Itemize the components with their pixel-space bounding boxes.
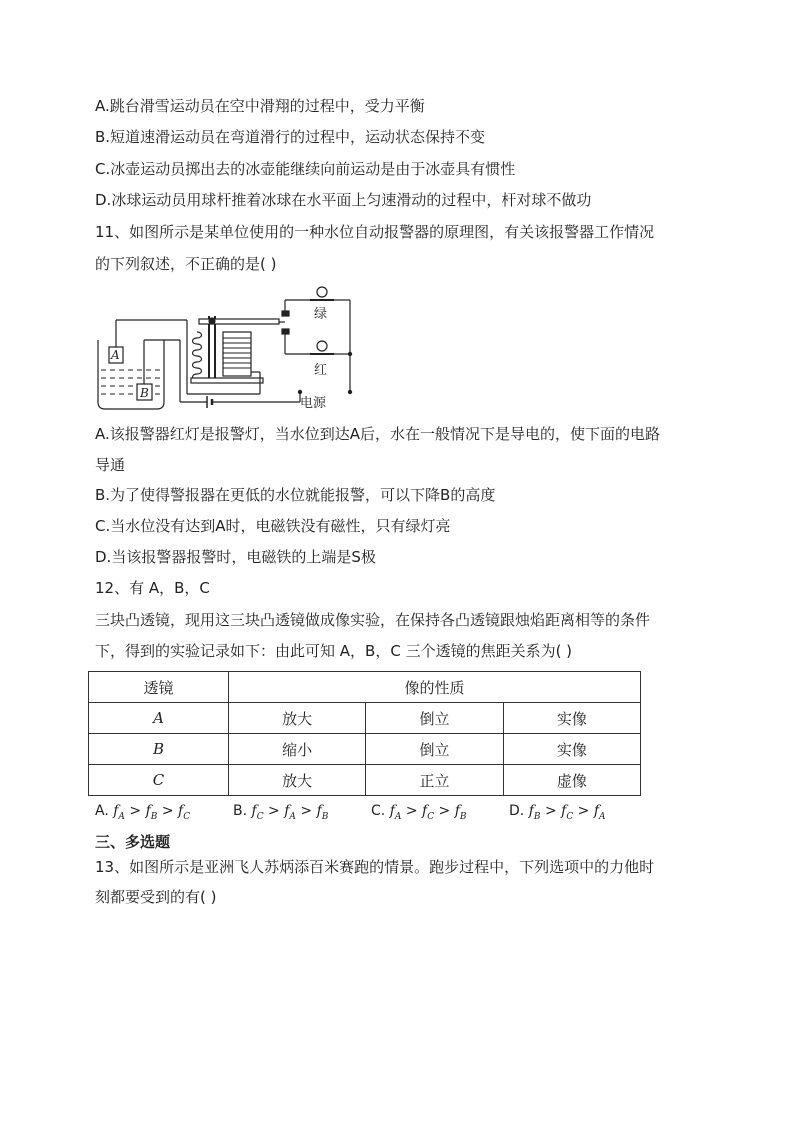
- section-heading: 三、多选题: [95, 833, 171, 851]
- q11-option-a: A.该报警器红灯是报警灯，当水位到达A后，水在一般情况下是导电的，使下面的电路: [95, 425, 661, 443]
- table-row: [89, 703, 641, 734]
- table-cell: 缩小: [229, 734, 366, 765]
- table-row: [89, 734, 641, 765]
- q10-option-d: D.冰球运动员用球杆推着冰球在水平面上匀速滑动的过程中，杆对球不做功: [95, 191, 592, 209]
- q12-option-b: B. $f_C > f_A > f_B$: [233, 803, 329, 822]
- table-cell: 虚像: [503, 765, 640, 796]
- q12-option-c: C. $f_A > f_C > f_B$: [371, 803, 467, 822]
- table-cell: 放大: [229, 765, 366, 796]
- green-lamp: [317, 287, 327, 297]
- q12-option-d: D. $f_B > f_C > f_A$: [509, 803, 606, 822]
- table-header-lens: 透镜: [89, 672, 229, 703]
- q11-option-c: C.当水位没有达到A时，电磁铁没有磁性，只有绿灯亮: [95, 517, 451, 535]
- table-cell: 倒立: [366, 734, 503, 765]
- label-b: B: [140, 386, 149, 400]
- q11-stem-line1: 11、如图所示是某单位使用的一种水位自动报警器的原理图，有关该报警器工作情况: [95, 223, 655, 241]
- q12-option-a: A. $f_A > f_B > f_C$: [95, 803, 191, 822]
- lens-experiment-table: [88, 671, 641, 796]
- q11-option-a-cont: 导通: [95, 456, 126, 474]
- table-header-image: 像的性质: [229, 672, 641, 703]
- q10-option-c: C.冰壶运动员掷出去的冰壶能继续向前运动是由于冰壶具有惯性: [95, 160, 516, 178]
- table-cell: C: [89, 765, 229, 796]
- table-cell: 正立: [366, 765, 503, 796]
- q11-stem-line2: 的下列叙述，不正确的是( ): [95, 255, 277, 273]
- label-power: 电源: [300, 396, 327, 411]
- table-row: [89, 765, 641, 796]
- q12-stem-line1: 12、有 A，B，C: [95, 579, 210, 597]
- label-a: A: [111, 348, 120, 362]
- q13-stem-line2: 刻都要受到的有( ): [95, 888, 217, 906]
- q10-option-b: B.短道速滑运动员在弯道滑行的过程中，运动状态保持不变: [95, 128, 486, 146]
- table-cell: 实像: [503, 734, 640, 765]
- table-cell: 放大: [229, 703, 366, 734]
- spring: [193, 332, 202, 380]
- base: [191, 378, 263, 383]
- q13-stem-line1: 13、如图所示是亚洲飞人苏炳添百米赛跑的情景。跑步过程中，下列选项中的力他时: [95, 858, 655, 876]
- water-alarm-circuit-diagram: [95, 282, 375, 412]
- label-green: 绿: [314, 307, 328, 322]
- label-red: 红: [314, 363, 328, 378]
- electromagnet: [223, 332, 251, 376]
- table-cell: A: [89, 703, 229, 734]
- q11-option-d: D.当该报警器报警时，电磁铁的上端是S极: [95, 548, 376, 566]
- q12-stem-line3: 下，得到的实验记录如下：由此可知 A，B，C 三个透镜的焦距关系为( ): [95, 642, 573, 660]
- table-cell: B: [89, 734, 229, 765]
- table-cell: 倒立: [366, 703, 503, 734]
- table-cell: 实像: [503, 703, 640, 734]
- red-lamp: [317, 341, 327, 351]
- q12-stem-line2: 三块凸透镜，现用这三块凸透镜做成像实验，在保持各凸透镜跟烛焰距离相等的条件: [95, 611, 651, 629]
- q11-option-b: B.为了使得警报器在更低的水位就能报警，可以下降B的高度: [95, 486, 496, 504]
- table-header-row: [89, 672, 641, 703]
- water-container: [98, 340, 164, 409]
- q10-option-a: A.跳台滑雪运动员在空中滑翔的过程中，受力平衡: [95, 97, 425, 115]
